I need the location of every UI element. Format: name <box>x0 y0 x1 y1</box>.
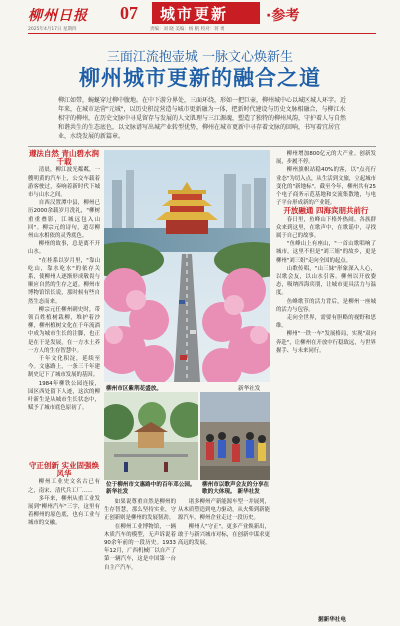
photo-park-image <box>104 392 198 480</box>
paragraph: 如果说尊重自然是柳州的生存智慧，那么坚持实业，守正创新则是柳州的发展韧劲。 <box>104 499 176 522</box>
column-1 <box>28 150 100 413</box>
column-4 <box>276 150 376 355</box>
photo-city-skyline-image <box>104 150 270 382</box>
article-headline: 柳州城市更新的融合之道 <box>79 66 321 90</box>
section-heading-3: 开放融通 四海宾朋共前行 <box>283 206 369 216</box>
paragraph: 柳州"一铁一车"发展格局，实现"双向奔赴"，让柳州在开放中行稳致远，与世界握手、与未来同行。 <box>276 331 376 354</box>
issue-date: 2025年4月17日 星期四 <box>28 27 77 32</box>
column-2-lower <box>104 498 176 572</box>
paragraph: 柳州旗帜站稳40%的客，以"点亮行业态"为切入点，从生活到文旅，立起城市变化的"新地标"。截至今年，柳州共有25个电子商务示范基地和交流集散地，与电子平台形成新的产业链。 <box>276 167 376 207</box>
paragraph: 1984年柳铁公园连接，园区西处留下人迹，这次的柳叶新生是从城市生长状态中，赋予了城市底色原初了。 <box>28 380 100 412</box>
paragraph: 千年文化积淀，延续至今。文惠路上，一条三千年建制史记下了城市发展的基因。 <box>28 356 100 379</box>
paragraph: "鱼峰山上有座山，"一首山歌唱响了城市，这里不但是"刘三姐"的故乡，更是柳州"刘三姐"走向全国的起点。 <box>276 241 376 264</box>
photo-park <box>104 392 198 480</box>
section-heading-2: 守正创新 实业固强焕风华 <box>28 461 100 479</box>
paragraph: 山歌传唱，"山三妹"形象深入人心，以歌会友，以山水引客。柳州以开放姿态，吸纳四海宾朋，让城市更具活力与温度。 <box>276 265 376 297</box>
lead-divider <box>28 146 376 147</box>
photo-1-caption: 柳州市区紫荆花盛放。 <box>106 386 162 392</box>
page-number: 07 <box>120 3 138 23</box>
paragraph: 柳州工业史文名古已有之，南宋、清代兵工厂…… <box>28 479 100 494</box>
column-1-lower <box>28 462 100 528</box>
section-heading-1: 遵法自然 青山碧水润千载 <box>28 149 100 167</box>
photo-1-credit: 新华社发 <box>238 386 261 392</box>
paragraph: 诸多柳州产新能源车型一并展列，从木质塑造到电力驱动，从火柴到新能源汽车，柳州企业走过一段历史。 <box>178 499 270 522</box>
column-3-lower <box>178 498 270 547</box>
paragraph: 柳州增加800亿元的大产业。创新发展，步履不停。 <box>276 151 376 166</box>
article-lead: 柳江如带，蜿蜒穿过柳中腹地。在中下游分界处，三面环绕，形如一把巨壶，柳州城中心以城区城人环字。近年来，在城市运营"元城"，以历史积淀营造与城市更新融为一体，把新时代建设与历史文脉相融合，与柳江水相守的柳州，在历史文脉中寻觅留存与发展的人文肌理与三江源魂，塑造了独特的柳州风韵，守护着人与自然和谐共生的生态底色，以文脉谱写出城产业转型优势，柳州在城市更新中寻存着文脉的回响，书写着宜居宜业，水绕发展的新篇章。 <box>58 97 347 140</box>
masthead-divider <box>28 33 376 34</box>
article-credit: 据新华社电 <box>318 617 346 623</box>
paragraph: 柳州的故事，总是离不开山水。 <box>28 241 100 256</box>
photo-city-skyline <box>104 150 270 382</box>
article-subhead: 三面江流抱壶城 一脉文心焕新生 <box>106 50 294 65</box>
paragraph: 清晨，柳江波光粼粼，一艘明黄的汽车上，公交车载着游客驶过，奏响着新时代下城市与山水之间。 <box>28 167 100 199</box>
photo-3-caption: 柳州市以歌声会友的分享在歌的大体现。 新华社发 <box>202 482 270 495</box>
paragraph: 柳宗元任柳州刺史时，带领百姓植树栽柳，堆护着沙柳，柳州植树文化在千年流淌中成为城市生长的注脚，也正是在于是发展，在一方水土养一方人的生存智慧中。 <box>28 306 100 354</box>
column-label: ·参考 <box>266 8 300 24</box>
paragraph: 春日里，鱼峰山下格外热闹。各族群众来到这里，在歌声中，在歌谣中，寻找属于自己的故事。 <box>276 216 376 240</box>
paragraph: 多年来，柳州从重工业发展到"柳州汽车"三字，这里有着柳州的原色底，也有工业与城市的交融。 <box>28 495 100 527</box>
paragraph: "在桂系以岁月里，"靠山吃山，靠水吃水"的依存关系，使柳州人逐渐形成敬畏与顺应自然的生存之道。柳州市博物馆馆长说，那时候有些自然生态而来。 <box>28 257 100 305</box>
photo-street-performance-image <box>200 392 270 480</box>
paragraph: 柳州人"守正"，更多产业焕新出，敢于与新兴城市对标，在创新中谋求更高远的发展。 <box>178 523 270 547</box>
photo-2-caption: 位于柳州市文惠路中的百年邓公园。 新华社发 <box>106 482 196 495</box>
photo-street-performance <box>200 392 270 480</box>
section-title: 城市更新 <box>160 5 229 23</box>
paragraph: 走向全世界，需要有胆略的视野和思维。 <box>276 315 376 330</box>
paragraph: 鱼峰歌节的活力背后，是柳州一座城的活力与包容。 <box>276 298 376 313</box>
paragraph: 自西汉置潭中县，柳州已历2000余载岁月洗礼，"柳树重重叠影，江城远包入山回"。柳宗元的诗句，道尽柳州山水相依的灵秀底色。 <box>28 200 100 240</box>
editor-credits: 责编：刘 晓 美编：杨 帆 校对：蒋 勇 <box>150 27 225 32</box>
newspaper-logo: 柳州日报 <box>28 8 88 24</box>
paragraph: 在柳州工业博物馆，一辆木质汽车的模型，无声诉说着90余年前的一段历史。1933年12月，广西机械厂以自产了第一辆汽车，这是中国第一台自主产汽车。 <box>104 523 176 571</box>
